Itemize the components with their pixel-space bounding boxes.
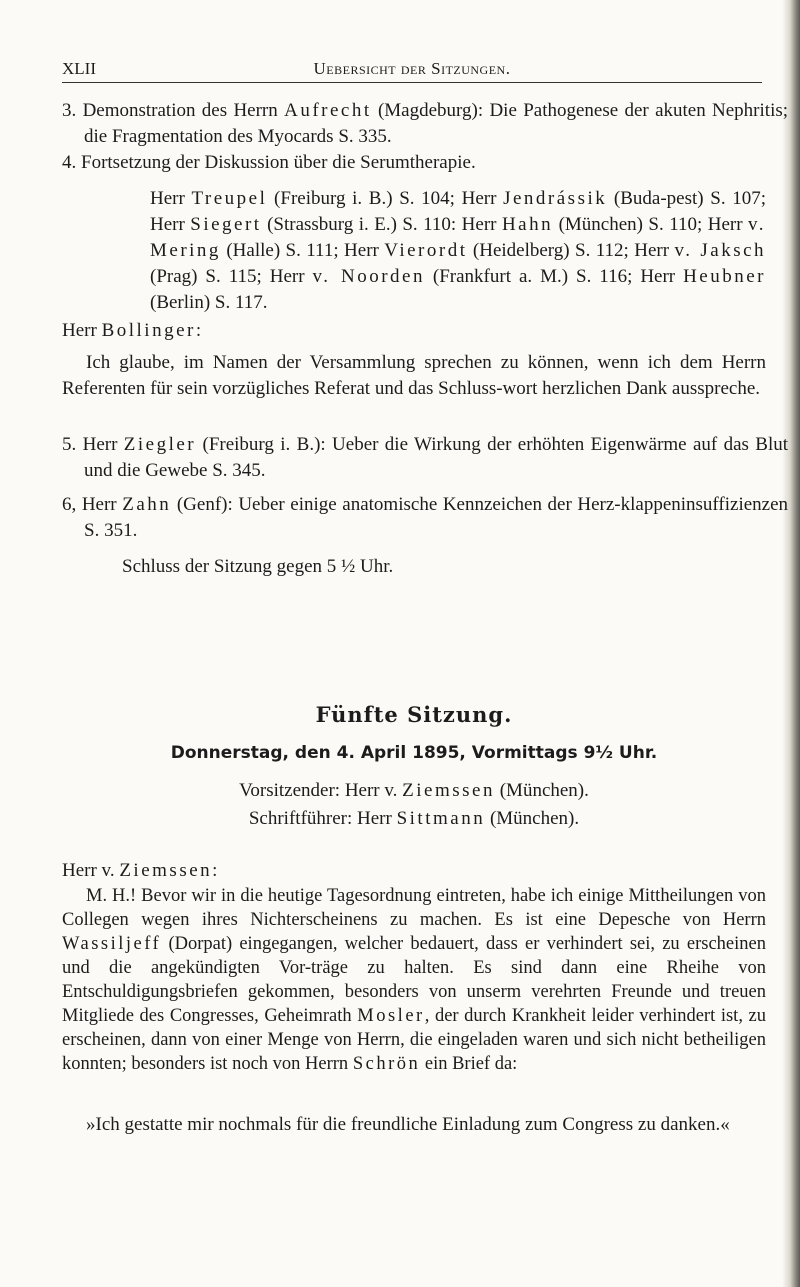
header-rule bbox=[62, 82, 762, 83]
speaker-place: (Freiburg i. B.) S. 104; bbox=[274, 188, 455, 209]
chair-name: Ziemssen bbox=[402, 780, 495, 801]
person-name: Wassiljeff bbox=[62, 934, 162, 954]
agenda-item-5 bbox=[62, 432, 788, 484]
speaker-place: (Buda-pest) S. 107; bbox=[613, 188, 767, 209]
chair-label: Vorsitzender: Herr v. bbox=[239, 780, 398, 801]
speaker-place: (Frankfurt a. M.) S. 116; bbox=[432, 266, 633, 287]
agenda-item-4 bbox=[62, 150, 788, 176]
speaker-entry: Herr Treupel (Freiburg i. B.) S. 104; bbox=[150, 188, 455, 209]
speaker-place: (Berlin) S. 117. bbox=[150, 292, 268, 313]
bollinger-heading bbox=[62, 318, 766, 344]
heading-prefix: Herr bbox=[62, 320, 97, 341]
item-number: 5. bbox=[62, 434, 77, 455]
speaker-place: (Prag) S. 115; bbox=[150, 266, 262, 287]
secretary-line bbox=[62, 806, 766, 832]
chairman-line bbox=[62, 778, 766, 804]
speaker-name: Siegert bbox=[190, 214, 262, 235]
item-label: 3. Demonstration des Herrn bbox=[62, 100, 278, 121]
person-name: Schrön bbox=[352, 1054, 421, 1074]
chair-place: (München). bbox=[499, 780, 589, 801]
speaker-place: (München) S. 110; bbox=[558, 214, 703, 235]
agenda-item-3 bbox=[62, 98, 788, 150]
item-label: 4. Fortsetzung der Diskussion über die Serumtherapie. bbox=[62, 152, 476, 173]
address-text: M. H.! Bevor wir in die heutige Tagesordnung eintreten, habe ich einige Mittheilungen von Collegen wegen ihres Nichterscheinens zu machen. Es ist eine Depesche von Herrn bbox=[62, 886, 766, 930]
speaker-name: Heubner bbox=[683, 266, 766, 287]
secretary-place: (München). bbox=[489, 808, 580, 829]
bollinger-remark: Ich glaube, im Namen der Versammlung sprechen zu können, wenn ich dem Herrn Referenten für sein vorzügliches Referat und das Schluss-wort herzlichen Dank ausspreche. bbox=[62, 352, 766, 399]
speaker-entry: Herr Hahn (München) S. 110; bbox=[461, 214, 703, 235]
item-text: (Freiburg i. B.): Ueber die Wirkung der erhöhten Eigenwärme auf das Blut und die Gewebe S. 345. bbox=[84, 434, 789, 481]
agenda-item-6 bbox=[62, 492, 788, 544]
speaker-entry: Herr Vierordt (Heidelberg) S. 112; bbox=[344, 240, 629, 261]
speaker-entry: Herr v. Jaksch (Prag) S. 115; bbox=[150, 240, 767, 287]
ziemssen-address bbox=[62, 884, 766, 1076]
item-text: (Magdeburg): Die Pathogenese der akuten Nephritis; die Fragmentation des Myocards S. 335. bbox=[84, 100, 789, 147]
ziemssen-heading bbox=[62, 858, 766, 884]
speaker-name: Hahn bbox=[501, 214, 554, 235]
speaker-name: Ziegler bbox=[123, 434, 197, 455]
session-title: Fünfte Sitzung. bbox=[315, 702, 513, 727]
session-closing: Schluss der Sitzung gegen 5 ½ Uhr. bbox=[122, 556, 394, 577]
speaker-entry: Herr Siegert (Strassburg i. E.) S. 110: bbox=[150, 214, 457, 235]
speaker-name: Aufrecht bbox=[284, 100, 372, 121]
person-name: Mosler bbox=[357, 1006, 425, 1026]
speaker-place: (Strassburg i. E.) S. 110: bbox=[267, 214, 457, 235]
speaker-name: Vierordt bbox=[384, 240, 468, 261]
secretary-name: Sittmann bbox=[396, 808, 486, 829]
heading-prefix: Herr bbox=[81, 494, 117, 515]
speaker-place: (Halle) S. 111; bbox=[226, 240, 339, 261]
item-text: (Genf): Ueber einige anatomische Kennzeichen der Herz-klappeninsuffizienzen S. 351. bbox=[84, 494, 789, 541]
address-text: (Dorpat) eingegangen, welcher bedauert, dass er verhindert sei, zu erscheinen und die angekündigten Vor-träge zu halten. Es sind dann eine Rheihe von Entschuldigungsbriefen gekommen, besonders von unserm verehrten Freunde und treuen Mitgliede des Congresses, Geheimrath bbox=[62, 934, 766, 1026]
session-date: Donnerstag, den 4. April 1895, Vormittags 9½ Uhr. bbox=[170, 743, 658, 763]
address-text: ein Brief da: bbox=[424, 1054, 518, 1074]
heading-prefix: Herr bbox=[82, 434, 118, 455]
speaker-name: v. Noorden bbox=[312, 266, 425, 287]
secretary-label: Schriftführer: Herr bbox=[248, 808, 392, 829]
speaker-list bbox=[62, 186, 766, 316]
heading-prefix: Herr v. bbox=[62, 860, 115, 881]
speaker-entry: Herr Heubner (Berlin) S. 117. bbox=[150, 266, 766, 313]
speaker-name: Zahn bbox=[122, 494, 172, 515]
speaker-entry: Herr v. Mering (Halle) S. 111; bbox=[150, 214, 767, 261]
address-text: , der durch Krankheit leider verhindert ist, zu erscheinen, dann von einer Menge von Herrn, die eingeladen waren und sich nicht betheiligen konnten; besonders ist noch von Herrn bbox=[62, 1006, 767, 1074]
speaker-name: Ziemssen: bbox=[119, 860, 220, 881]
page-number: XLII bbox=[62, 59, 96, 78]
running-title: Uebersicht der Sitzungen. bbox=[313, 59, 511, 78]
speaker-place: (Heidelberg) S. 112; bbox=[472, 240, 629, 261]
speaker-name: v. Mering bbox=[150, 214, 767, 261]
running-header bbox=[62, 56, 762, 82]
speaker-name: Bollinger: bbox=[101, 320, 204, 341]
speaker-entry: Herr v. Noorden (Frankfurt a. M.) S. 116; bbox=[269, 266, 633, 287]
speaker-name: Jendrássik bbox=[503, 188, 608, 209]
page-edge-shadow bbox=[782, 0, 800, 1287]
quoted-letter: »Ich gestatte mir nochmals für die freundliche Einladung zum Congress zu danken.« bbox=[86, 1114, 730, 1135]
speaker-name: Treupel bbox=[191, 188, 268, 209]
speaker-name: v. Jaksch bbox=[674, 240, 767, 261]
item-number: 6, bbox=[62, 494, 77, 515]
speaker-entry: Herr Jendrássik (Buda-pest) S. 107; bbox=[461, 188, 767, 209]
